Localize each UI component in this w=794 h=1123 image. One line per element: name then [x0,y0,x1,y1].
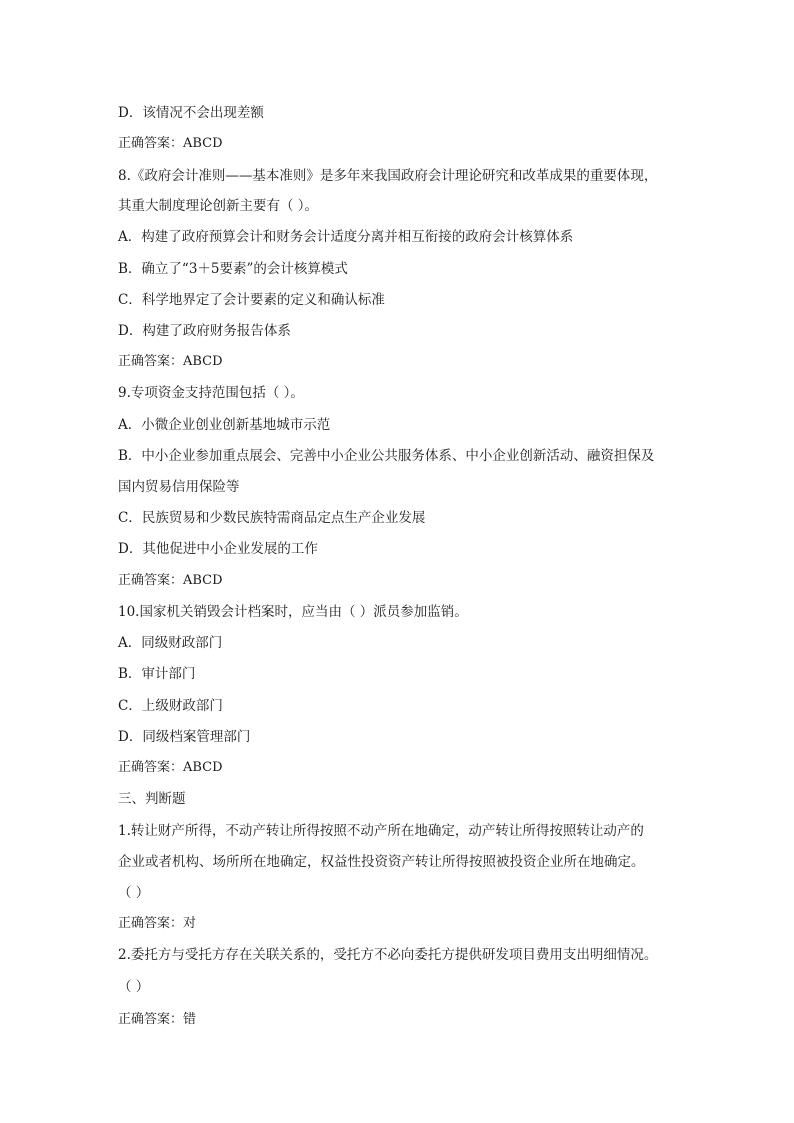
option-c-q8: C．科学地界定了会计要素的定义和确认标准 [118,292,385,308]
tf-answer-1: 正确答案：对 [118,916,197,931]
question-8-line-1: 8.《政府会计准则——基本准则》是多年来我国政府会计理论研究和改革成果的重要体现， [118,168,658,184]
section-heading-true-false: 三、判断题 [118,791,186,807]
option-a-q9: A．小微企业创业创新基地城市示范 [118,417,331,433]
option-b-q9-line-1: B．中小企业参加重点展会、完善中小企业公共服务体系、中小企业创新活动、融资担保及 [118,448,655,464]
option-b-q10: B．审计部门 [118,666,196,682]
option-c-q9: C．民族贸易和少数民族特需商品定点生产企业发展 [118,510,426,526]
option-a-q10: A．同级财政部门 [118,635,223,651]
tf-question-1-blank: （ ） [118,885,150,901]
tf-question-2: 2.委托方与受托方存在关联关系的，受托方不必向委托方提供研发项目费用支出明细情况。 [118,947,658,963]
option-d-q9: D．其他促进中小企业发展的工作 [118,541,318,557]
option-c-q10: C．上级财政部门 [118,698,223,714]
option-d-q8: D．构建了政府财务报告体系 [118,323,291,339]
answer-q7: 正确答案：ABCD [118,136,223,151]
question-8-line-2: 其重大制度理论创新主要有（ ）。 [118,198,319,214]
option-a-q8: A．构建了政府预算会计和财务会计适度分离并相互衔接的政府会计核算体系 [118,229,574,245]
tf-answer-2: 正确答案：错 [118,1012,197,1027]
tf-question-2-blank: （ ） [118,979,150,995]
answer-q9: 正确答案：ABCD [118,573,223,588]
question-9: 9.专项资金支持范围包括（ ）。 [118,385,304,401]
option-b-q8: B．确立了“3＋5要素”的会计核算模式 [118,261,348,277]
question-10: 10.国家机关销毁会计档案时，应当由（ ）派员参加监销。 [118,604,468,620]
tf-question-1-line-2: 企业或者机构、场所所在地确定，权益性投资资产转让所得按照被投资企业所在地确定。 [118,854,645,870]
tf-question-1-line-1: 1.转让财产所得，不动产转让所得按照不动产所在地确定，动产转让所得按照转让动产的 [118,823,644,839]
option-d-q10: D．同级档案管理部门 [118,729,251,745]
option-d-q7: D．该情况不会出现差额 [118,105,264,121]
option-b-q9-line-2: 国内贸易信用保险等 [118,479,240,495]
answer-q8: 正确答案：ABCD [118,354,223,369]
answer-q10: 正确答案：ABCD [118,760,223,775]
